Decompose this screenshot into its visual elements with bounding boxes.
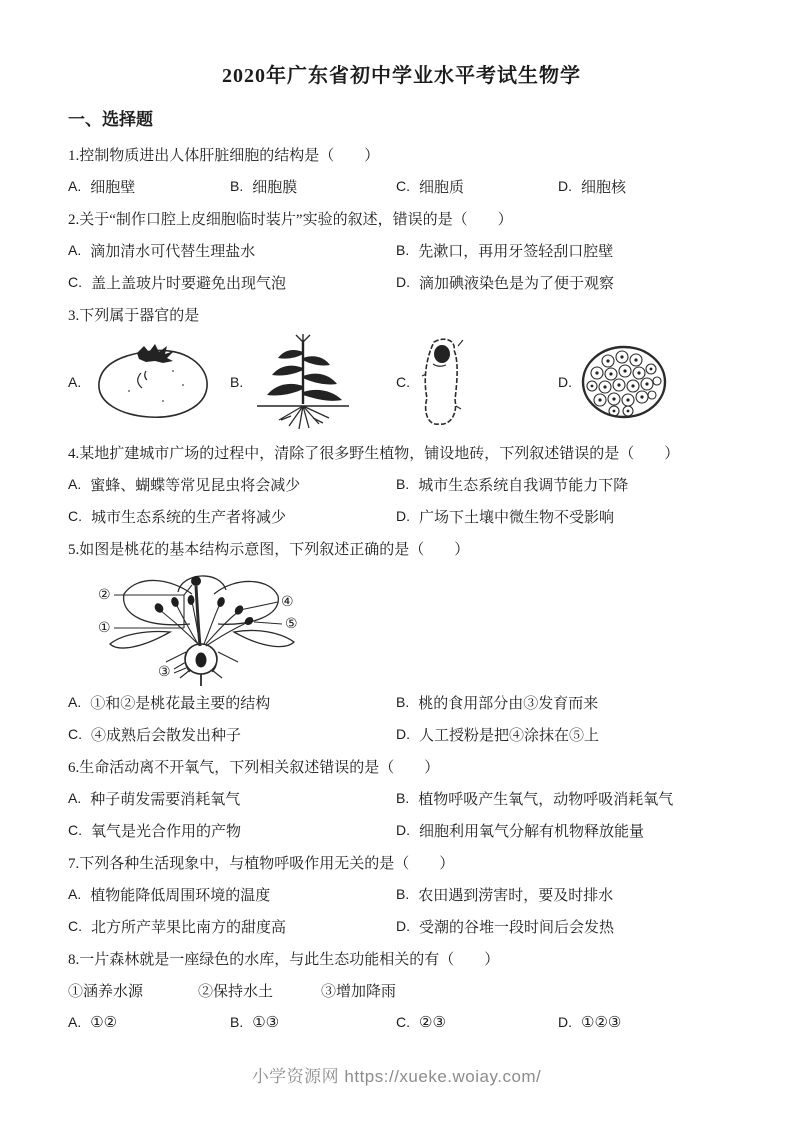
option-d: D. 细胞核 xyxy=(558,178,627,196)
figure-label-4: ④ xyxy=(281,594,294,610)
option-c: C. 北方所产苹果比南方的甜度高 xyxy=(68,918,287,936)
question-6-options-row1 xyxy=(68,782,735,814)
option-b: B. 农田遇到涝害时，要及时排水 xyxy=(396,886,614,904)
option-b: B. 植物呼吸产生氧气，动物呼吸消耗氧气 xyxy=(396,790,674,808)
question-4-options-row1 xyxy=(68,468,735,500)
question-7-options-row2 xyxy=(68,910,735,942)
question-5-options-row1 xyxy=(68,686,735,718)
option-a: A. 滴加清水可代替生理盐水 xyxy=(68,242,256,260)
question-8-options xyxy=(68,1006,735,1038)
question-6-options-row2 xyxy=(68,814,735,846)
question-3-stem: 3.下列属于器官的是 xyxy=(68,307,200,324)
option-c: C. 盖上盖玻片时要避免出现气泡 xyxy=(68,274,287,292)
question-4-stem: 4.某地扩建城市广场的过程中，清除了很多野生植物，铺设地砖，下列叙述错误的是（ ） xyxy=(68,445,680,462)
sub-item-2: ②保持水土 xyxy=(198,983,274,1000)
option-a: A. 细胞壁 xyxy=(68,178,136,196)
option-a: A. ①和②是桃花最主要的结构 xyxy=(68,694,271,712)
option-d: D. ①②③ xyxy=(558,1014,622,1031)
figure-label-1: ① xyxy=(98,620,111,636)
option-a: A. ①② xyxy=(68,1014,118,1031)
option-b: B. 桃的食用部分由③发育而来 xyxy=(396,694,599,712)
option-a: A. 蜜蜂、蝴蝶等常见昆虫将会减少 xyxy=(68,476,301,494)
figure-label-5: ⑤ xyxy=(285,616,298,632)
page-title: 2020年广东省初中学业水平考试生物学 xyxy=(222,65,581,87)
option-a: A. 种子萌发需要消耗氧气 xyxy=(68,790,241,808)
question-8-stem: 8.一片森林就是一座绿色的水库，与此生态功能相关的有（ ） xyxy=(68,951,500,968)
question-1-options xyxy=(68,170,735,202)
question-1-stem: 1.控制物质进出人体肝脏细胞的结构是（ ） xyxy=(68,147,380,164)
option-b: B. 城市生态系统自我调节能力下降 xyxy=(396,476,629,494)
option-b: B. 先漱口，再用牙签轻刮口腔壁 xyxy=(396,242,614,260)
option-d: D. 细胞利用氧气分解有机物释放能量 xyxy=(396,822,645,840)
question-5-stem: 5.如图是桃花的基本结构示意图，下列叙述正确的是（ ） xyxy=(68,541,470,558)
option-b: B. xyxy=(230,332,396,432)
option-c: C. 城市生态系统的生产者将减少 xyxy=(68,508,287,526)
section-title: 一、选择题 xyxy=(68,110,153,129)
option-c: C. ④成熟后会散发出种子 xyxy=(68,726,242,744)
option-c: C. 细胞质 xyxy=(396,178,465,196)
option-b: B. 细胞膜 xyxy=(230,178,298,196)
tomato-fruit-image xyxy=(89,341,215,423)
question-7-options-row1 xyxy=(68,878,735,910)
figure-label-2: ② xyxy=(98,587,111,603)
option-c: C. xyxy=(396,332,558,432)
question-3-image-options xyxy=(68,332,735,432)
peach-flower-diagram xyxy=(78,566,328,686)
option-d: D. 受潮的谷堆一段时间后会发热 xyxy=(396,918,615,936)
question-8-items xyxy=(68,974,735,1006)
option-b: B. ①③ xyxy=(230,1014,280,1031)
option-c: C. 氧气是光合作用的产物 xyxy=(68,822,242,840)
question-7-stem: 7.下列各种生活现象中，与植物呼吸作用无关的是（ ） xyxy=(68,855,455,872)
site-watermark: 小学资源网 https://xueke.woiay.com/ xyxy=(251,1067,542,1086)
question-2-options-row2 xyxy=(68,266,735,298)
sub-item-3: ③增加降雨 xyxy=(321,983,397,1000)
single-cell-image xyxy=(418,334,464,430)
figure-label-3: ③ xyxy=(158,664,171,680)
option-d: D. 人工授粉是把④涂抹在⑤上 xyxy=(396,726,600,744)
option-c: C. ②③ xyxy=(396,1014,446,1031)
question-2-options-row1 xyxy=(68,234,735,266)
whole-plant-image xyxy=(251,332,355,432)
question-6-stem: 6.生命活动离不开氧气，下列相关叙述错误的是（ ） xyxy=(68,759,440,776)
option-a: A. xyxy=(68,332,230,432)
question-2-stem: 2.关于“制作口腔上皮细胞临时装片”实验的叙述，错误的是（ ） xyxy=(68,211,513,228)
option-d: D. xyxy=(558,332,735,432)
tissue-cells-image xyxy=(580,343,668,421)
option-d: D. 广场下土壤中微生物不受影响 xyxy=(396,508,615,526)
option-d: D. 滴加碘液染色是为了便于观察 xyxy=(396,274,615,292)
question-4-options-row2 xyxy=(68,500,735,532)
sub-item-1: ①涵养水源 xyxy=(68,983,144,1000)
option-a: A. 植物能降低周围环境的温度 xyxy=(68,886,271,904)
question-5-options-row2 xyxy=(68,718,735,750)
